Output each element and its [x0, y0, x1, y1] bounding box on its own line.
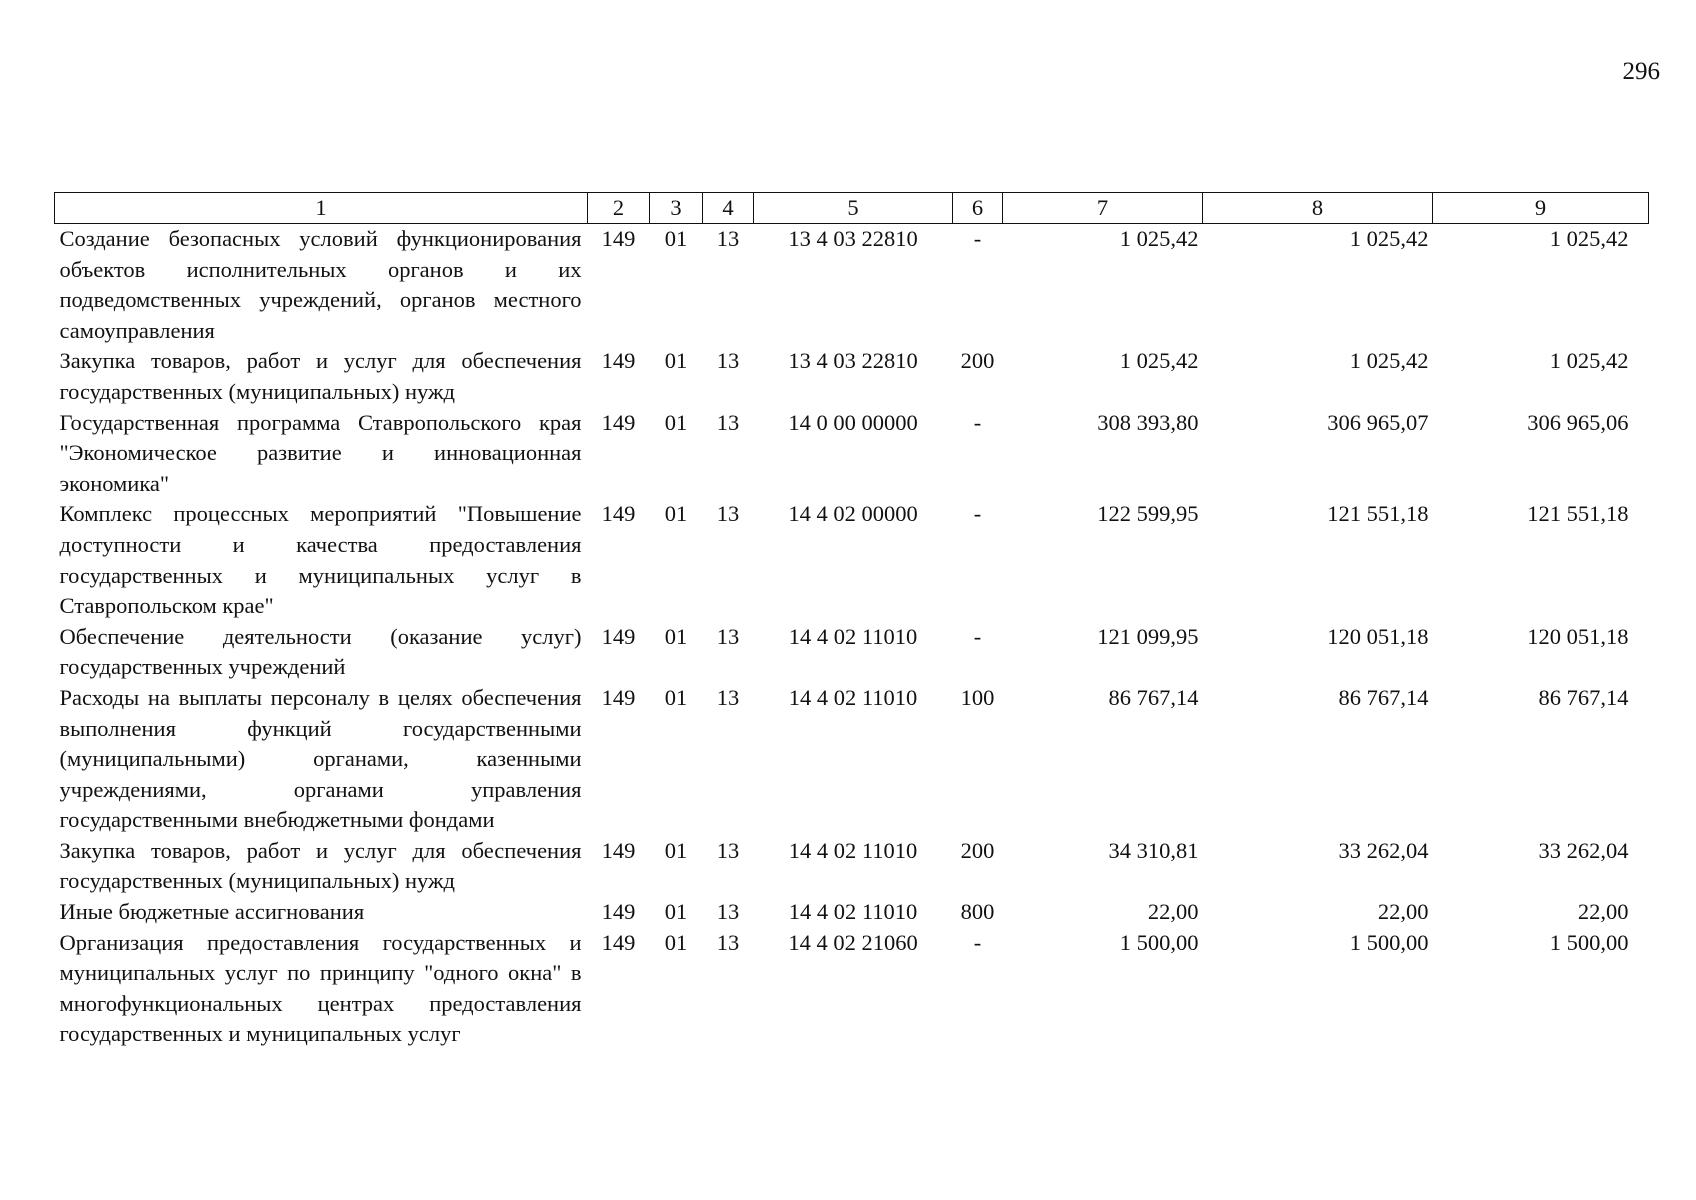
cell-col9: 1 025,42 — [1549, 348, 1629, 374]
cell-col6: 800 — [960, 899, 995, 925]
cell-col4: 13 — [716, 409, 740, 435]
table-row — [55, 836, 1649, 897]
cell-col8: 86 767,14 — [1338, 684, 1429, 710]
cell-col6: - — [973, 501, 982, 527]
cell-col2: 149 — [601, 409, 636, 435]
cell-col7: 22,00 — [1147, 899, 1199, 925]
row-name: Закупка товаров, работ и услуг для обеспечения государственных (муниципальных) нужд — [59, 837, 582, 894]
column-header: 2 — [588, 193, 650, 224]
cell-col5: 13 4 03 22810 — [788, 226, 918, 251]
budget-table — [54, 192, 1649, 1050]
cell-col5: 14 4 02 11010 — [788, 837, 918, 863]
cell-col8: 1 025,42 — [1349, 226, 1429, 251]
cell-col2: 149 — [601, 623, 636, 649]
header-row — [55, 193, 1649, 224]
cell-col7: 122 599,95 — [1097, 501, 1199, 527]
table-row — [55, 683, 1649, 836]
cell-col2: 149 — [601, 226, 636, 251]
row-name: Иные бюджетные ассигнования — [59, 899, 365, 925]
cell-col7: 86 767,14 — [1108, 684, 1199, 710]
column-header: 5 — [754, 193, 953, 224]
cell-col9: 1 025,42 — [1549, 226, 1629, 251]
cell-col9: 22,00 — [1577, 899, 1629, 925]
row-name: Комплекс процессных мероприятий "Повышение доступности и качества предоставления государственных и муниципальных услуг в Ставропольском крае" — [59, 501, 582, 619]
column-header: 6 — [953, 193, 1003, 224]
cell-col8: 121 551,18 — [1327, 501, 1429, 527]
table-row — [55, 499, 1649, 621]
cell-col6: 100 — [960, 684, 995, 710]
cell-col4: 13 — [716, 684, 740, 710]
cell-col6: - — [973, 623, 982, 649]
cell-col7: 1 025,42 — [1119, 348, 1199, 374]
column-header: 7 — [1003, 193, 1203, 224]
table-row — [55, 224, 1649, 347]
column-header: 9 — [1433, 193, 1649, 224]
cell-col8: 22,00 — [1377, 899, 1429, 925]
cell-col9: 33 262,04 — [1538, 837, 1629, 863]
cell-col6: - — [973, 929, 982, 955]
cell-col5: 14 4 02 11010 — [788, 899, 918, 925]
cell-col2: 149 — [601, 684, 636, 710]
table-row — [55, 622, 1649, 683]
cell-col9: 1 500,00 — [1549, 929, 1629, 955]
cell-col8: 33 262,04 — [1338, 837, 1429, 863]
cell-col3: 01 — [664, 348, 688, 374]
cell-col5: 14 0 00 00000 — [788, 409, 918, 435]
cell-col2: 149 — [601, 929, 636, 955]
cell-col5: 14 4 02 11010 — [788, 623, 918, 649]
cell-col7: 34 310,81 — [1108, 837, 1199, 863]
cell-col4: 13 — [716, 929, 740, 955]
cell-col6: - — [973, 409, 982, 435]
row-name: Обеспечение деятельности (оказание услуг) государственных учреждений — [59, 623, 582, 680]
cell-col5: 13 4 03 22810 — [788, 348, 918, 374]
cell-col8: 306 965,07 — [1327, 409, 1429, 435]
table-row — [55, 897, 1649, 928]
cell-col8: 1 500,00 — [1349, 929, 1429, 955]
cell-col5: 14 4 02 11010 — [788, 684, 918, 710]
column-header: 8 — [1203, 193, 1433, 224]
cell-col5: 14 4 02 00000 — [788, 501, 918, 527]
column-header: 1 — [55, 193, 588, 224]
cell-col9: 86 767,14 — [1538, 684, 1629, 710]
cell-col2: 149 — [601, 899, 636, 925]
cell-col2: 149 — [601, 837, 636, 863]
row-name: Закупка товаров, работ и услуг для обеспечения государственных (муниципальных) нужд — [59, 348, 582, 404]
table-row — [55, 928, 1649, 1050]
cell-col7: 1 025,42 — [1119, 226, 1199, 251]
cell-col8: 1 025,42 — [1349, 348, 1429, 374]
cell-col4: 13 — [716, 623, 740, 649]
cell-col6: - — [973, 226, 982, 251]
column-header: 3 — [650, 193, 703, 224]
cell-col6: 200 — [960, 837, 995, 863]
row-name: Создание безопасных условий функционирования объектов исполнительных органов и их подведомственных учреждений, органов местного самоуправления — [59, 226, 582, 343]
column-header: 4 — [703, 193, 754, 224]
cell-col4: 13 — [716, 348, 740, 374]
cell-col3: 01 — [664, 226, 688, 251]
cell-col3: 01 — [664, 623, 688, 649]
cell-col4: 13 — [716, 899, 740, 925]
cell-col9: 120 051,18 — [1527, 623, 1629, 649]
table-row — [55, 346, 1649, 407]
cell-col7: 308 393,80 — [1097, 409, 1199, 435]
cell-col3: 01 — [664, 501, 688, 527]
cell-col2: 149 — [601, 501, 636, 527]
cell-col4: 13 — [716, 837, 740, 863]
cell-col7: 121 099,95 — [1097, 623, 1199, 649]
cell-col4: 13 — [716, 226, 740, 251]
cell-col3: 01 — [664, 837, 688, 863]
cell-col3: 01 — [664, 899, 688, 925]
cell-col3: 01 — [664, 409, 688, 435]
row-name: Государственная программа Ставропольского края "Экономическое развитие и инновационная экономика" — [59, 409, 582, 496]
cell-col9: 306 965,06 — [1527, 409, 1629, 435]
cell-col4: 13 — [716, 501, 740, 527]
page-number: 296 — [1622, 58, 1660, 85]
cell-col5: 14 4 02 21060 — [788, 929, 918, 955]
table-row — [55, 408, 1649, 500]
row-name: Организация предоставления государственных и муниципальных услуг по принципу "одного окна" в многофункциональных центрах предоставления государственных и муниципальных услуг — [59, 929, 582, 1047]
cell-col6: 200 — [960, 348, 995, 374]
cell-col3: 01 — [664, 684, 688, 710]
cell-col9: 121 551,18 — [1527, 501, 1629, 527]
cell-col2: 149 — [601, 348, 636, 374]
cell-col8: 120 051,18 — [1327, 623, 1429, 649]
row-name: Расходы на выплаты персоналу в целях обеспечения выполнения функций государственными (муниципальными) органами, казенными учреждениями, органами управления государственными внебюджетными фондами — [59, 684, 582, 833]
cell-col3: 01 — [664, 929, 688, 955]
cell-col7: 1 500,00 — [1119, 929, 1199, 955]
